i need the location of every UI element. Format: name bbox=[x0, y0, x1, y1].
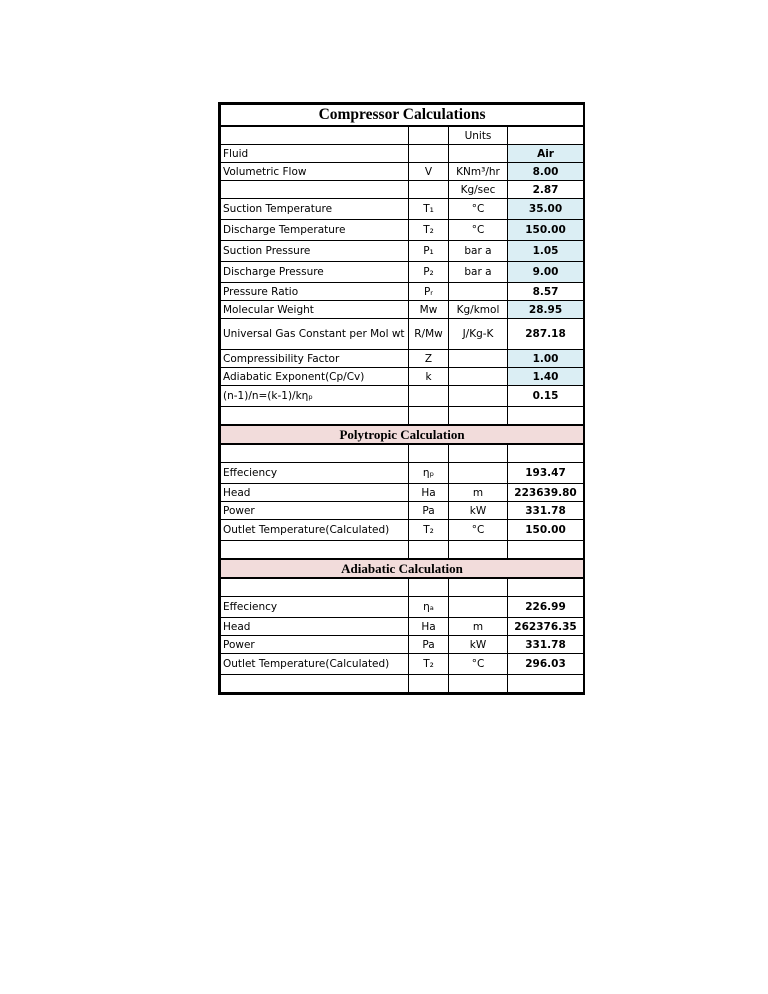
param-value[interactable]: 9.00 bbox=[508, 262, 584, 283]
units-header-row bbox=[221, 126, 584, 145]
param-label: Volumetric Flow bbox=[221, 163, 409, 181]
param-unit: Kg/kmol bbox=[449, 301, 508, 319]
param-symbol bbox=[409, 181, 449, 199]
param-symbol: R/Mw bbox=[409, 319, 449, 350]
param-label: Adiabatic Exponent(Cp/Cv) bbox=[221, 368, 409, 386]
param-unit: J/Kg-K bbox=[449, 319, 508, 350]
param-label: Discharge Temperature bbox=[221, 220, 409, 241]
input-row-exponent-ratio bbox=[221, 386, 584, 407]
input-row-molecular-weight bbox=[221, 301, 584, 319]
param-value: 287.18 bbox=[508, 319, 584, 350]
param-unit: °C bbox=[449, 199, 508, 220]
param-value: 262376.35 bbox=[508, 618, 584, 636]
input-row-pressure-ratio bbox=[221, 283, 584, 301]
input-row-discharge-pressure bbox=[221, 262, 584, 283]
param-unit bbox=[449, 463, 508, 484]
param-unit: °C bbox=[449, 520, 508, 541]
input-row-mass-flow bbox=[221, 181, 584, 199]
empty-row bbox=[221, 444, 584, 463]
param-symbol: T₁ bbox=[409, 199, 449, 220]
param-label: Power bbox=[221, 636, 409, 654]
param-label: Molecular Weight bbox=[221, 301, 409, 319]
input-row-fluid bbox=[221, 145, 584, 163]
empty-row bbox=[221, 541, 584, 560]
param-symbol: T₂ bbox=[409, 520, 449, 541]
param-label: (n-1)/n=(k-1)/kηₚ bbox=[221, 386, 409, 407]
param-value: 226.99 bbox=[508, 597, 584, 618]
empty-row bbox=[221, 675, 584, 693]
polytropic-row-efficiency bbox=[221, 463, 584, 484]
param-unit: °C bbox=[449, 220, 508, 241]
param-symbol: k bbox=[409, 368, 449, 386]
adiabatic-title: Adiabatic Calculation bbox=[221, 559, 584, 578]
param-symbol: T₂ bbox=[409, 220, 449, 241]
param-symbol bbox=[409, 145, 449, 163]
param-label: Discharge Pressure bbox=[221, 262, 409, 283]
param-value: 0.15 bbox=[508, 386, 584, 407]
param-value[interactable]: 35.00 bbox=[508, 199, 584, 220]
param-symbol: P₁ bbox=[409, 241, 449, 262]
param-unit: KNm³/hr bbox=[449, 163, 508, 181]
calculation-table bbox=[220, 104, 584, 693]
param-unit bbox=[449, 368, 508, 386]
param-value: 331.78 bbox=[508, 636, 584, 654]
param-label: Outlet Temperature(Calculated) bbox=[221, 654, 409, 675]
polytropic-section-header bbox=[221, 425, 584, 444]
param-label: Effeciency bbox=[221, 463, 409, 484]
param-symbol: ηₐ bbox=[409, 597, 449, 618]
param-symbol: Ha bbox=[409, 618, 449, 636]
param-label: Compressibility Factor bbox=[221, 350, 409, 368]
polytropic-row-power bbox=[221, 502, 584, 520]
param-symbol bbox=[409, 386, 449, 407]
adiabatic-row-power bbox=[221, 636, 584, 654]
param-value[interactable]: 8.00 bbox=[508, 163, 584, 181]
compressor-calculation-sheet bbox=[218, 102, 585, 695]
sheet-title: Compressor Calculations bbox=[221, 105, 584, 127]
param-symbol: Pᵣ bbox=[409, 283, 449, 301]
param-value[interactable]: 150.00 bbox=[508, 220, 584, 241]
adiabatic-section-header bbox=[221, 559, 584, 578]
param-symbol: Mw bbox=[409, 301, 449, 319]
param-unit: °C bbox=[449, 654, 508, 675]
param-unit: m bbox=[449, 618, 508, 636]
param-label: Pressure Ratio bbox=[221, 283, 409, 301]
param-label: Head bbox=[221, 484, 409, 502]
param-symbol: Z bbox=[409, 350, 449, 368]
param-unit bbox=[449, 145, 508, 163]
input-row-volumetric-flow bbox=[221, 163, 584, 181]
empty-row bbox=[221, 578, 584, 597]
param-value: 193.47 bbox=[508, 463, 584, 484]
adiabatic-row-efficiency bbox=[221, 597, 584, 618]
adiabatic-row-outlet-temperature bbox=[221, 654, 584, 675]
param-label: Suction Temperature bbox=[221, 199, 409, 220]
param-unit: Kg/sec bbox=[449, 181, 508, 199]
param-label bbox=[221, 181, 409, 199]
param-unit bbox=[449, 386, 508, 407]
param-label: Universal Gas Constant per Mol wt bbox=[221, 319, 409, 350]
param-label: Power bbox=[221, 502, 409, 520]
param-label: Suction Pressure bbox=[221, 241, 409, 262]
param-value[interactable]: 28.95 bbox=[508, 301, 584, 319]
input-row-adiabatic-exponent bbox=[221, 368, 584, 386]
param-label: Outlet Temperature(Calculated) bbox=[221, 520, 409, 541]
param-label: Fluid bbox=[221, 145, 409, 163]
param-value[interactable]: 1.40 bbox=[508, 368, 584, 386]
param-label: Head bbox=[221, 618, 409, 636]
param-symbol: V bbox=[409, 163, 449, 181]
input-row-gas-constant bbox=[221, 319, 584, 350]
polytropic-row-outlet-temperature bbox=[221, 520, 584, 541]
param-value: 8.57 bbox=[508, 283, 584, 301]
param-unit: m bbox=[449, 484, 508, 502]
input-row-suction-pressure bbox=[221, 241, 584, 262]
param-unit bbox=[449, 597, 508, 618]
param-symbol: Ha bbox=[409, 484, 449, 502]
param-value[interactable]: 1.05 bbox=[508, 241, 584, 262]
param-unit: bar a bbox=[449, 241, 508, 262]
param-value: 150.00 bbox=[508, 520, 584, 541]
param-symbol: P₂ bbox=[409, 262, 449, 283]
param-unit bbox=[449, 350, 508, 368]
param-symbol: ηₚ bbox=[409, 463, 449, 484]
param-label: Effeciency bbox=[221, 597, 409, 618]
param-value[interactable]: Air bbox=[508, 145, 584, 163]
param-symbol: Pa bbox=[409, 502, 449, 520]
adiabatic-row-head bbox=[221, 618, 584, 636]
param-unit: bar a bbox=[449, 262, 508, 283]
param-unit bbox=[449, 283, 508, 301]
input-row-suction-temperature bbox=[221, 199, 584, 220]
units-header: Units bbox=[449, 126, 508, 145]
param-symbol: T₂ bbox=[409, 654, 449, 675]
param-unit: kW bbox=[449, 502, 508, 520]
polytropic-title: Polytropic Calculation bbox=[221, 425, 584, 444]
param-value: 331.78 bbox=[508, 502, 584, 520]
polytropic-row-head bbox=[221, 484, 584, 502]
empty-row bbox=[221, 407, 584, 426]
input-row-discharge-temperature bbox=[221, 220, 584, 241]
input-row-compressibility bbox=[221, 350, 584, 368]
param-value: 223639.80 bbox=[508, 484, 584, 502]
param-unit: kW bbox=[449, 636, 508, 654]
param-value: 2.87 bbox=[508, 181, 584, 199]
param-value[interactable]: 1.00 bbox=[508, 350, 584, 368]
title-row bbox=[221, 105, 584, 127]
param-symbol: Pa bbox=[409, 636, 449, 654]
param-value: 296.03 bbox=[508, 654, 584, 675]
